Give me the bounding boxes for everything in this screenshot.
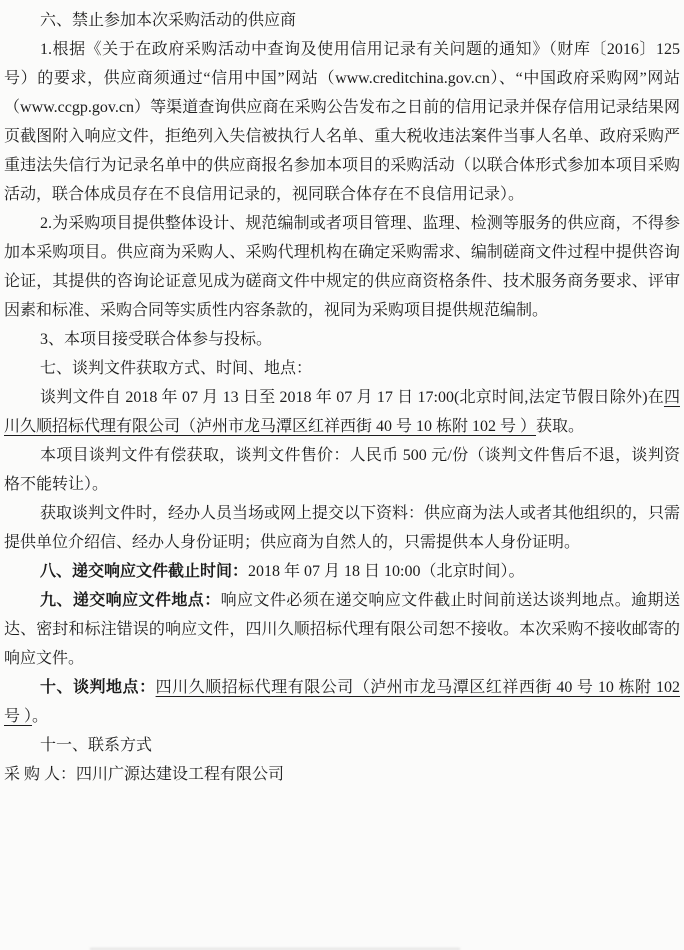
section6-item1: 1.根据《关于在政府采购活动中查询及使用信用记录有关问题的通知》（财库〔2016〕125 号）的要求，供应商须通过“信用中国”网站（www.creditchina.gov.cn）、“中国政府采购网”网站（www.ccgp.gov.cn）等渠道查询供应商在采购公告发布之日前的信用记录并保存信用记录结果网页截图附入响应文件，拒绝列入失信被执行人名单、重大税收违法案件当事人名单、政府采购严重违法失信行为记录名单中的供应商报名参加本项目的采购活动（以联合体形式参加本项目采购活动，联合体成员存在不良信用记录的，视同联合体存在不良信用记录）。: [4, 41, 680, 203]
section6-item2: 2.为采购项目提供整体设计、规范编制或者项目管理、监理、检测等服务的供应商，不得参加本采购项目。供应商为采购人、采购代理机构在确定采购需求、编制磋商文件过程中提供咨询论证，其提供的咨询论证意见成为磋商文件中规定的供应商资格条件、技术服务商务要求、评审因素和标准、采购合同等实质性内容条款的，视同为采购项目提供规范编制。: [4, 215, 680, 319]
section7-acquisition-paragraph: [4, 383, 680, 441]
section7-materials-paragraph: 获取谈判文件时，经办人员当场或网上提交以下资料：供应商为法人或者其他组织的，只需提供单位介绍信、经办人身份证明；供应商为自然人的，只需提供本人身份证明。: [4, 505, 681, 551]
buyer-value: 四川广源达建设工程有限公司: [76, 766, 285, 783]
section9-paragraph: [4, 586, 680, 673]
section7-price-paragraph: 本项目谈判文件有偿获取，谈判文件售价：人民币 500 元/份（谈判文件售后不退，谈判资格不能转让）。: [4, 447, 680, 493]
section11-heading: 十一、联系方式: [40, 737, 153, 754]
section7-heading: 七、谈判文件获取方式、时间、地点：: [40, 360, 313, 377]
section10-paragraph: [4, 673, 680, 731]
section10-suffix-text: 。: [32, 708, 49, 725]
negotiation-address-underlined: 四川久顺招标代理有限公司（泸州市龙马潭区红祥西街 40 号 10 栋附 102 号 ）: [4, 679, 680, 725]
section6-item3: 3、本项目接受联合体参与投标。: [40, 331, 273, 348]
section8-heading: 八、递交响应文件截止时间：: [40, 563, 249, 580]
agency-address-underlined: 四川久顺招标代理有限公司（泸州市龙马潭区红祥西街 40 号 10 栋附 102 号 ）: [4, 389, 680, 435]
section10-heading: 十、谈判地点：: [40, 679, 156, 696]
section9-heading: 九、递交响应文件地点：: [40, 592, 221, 609]
section6-heading: 六、禁止参加本次采购活动的供应商: [40, 12, 297, 29]
buyer-line: [4, 760, 680, 789]
section8-deadline-text: 2018 年 07 月 18 日 10:00（北京时间）。: [248, 563, 525, 580]
section8-paragraph: [4, 557, 680, 586]
acquisition-suffix-text: 获取。: [536, 418, 585, 435]
buyer-label: 采 购 人：: [4, 766, 77, 783]
acquisition-period-text: 谈判文件自 2018 年 07 月 13 日至 2018 年 07 月 17 日 17:00(北京时间,法定节假日除外)在: [40, 389, 664, 406]
section9-delivery-text: 响应文件必须在递交响应文件截止时间前送达谈判地点。逾期送达、密封和标注错误的响应文件，四川久顺招标代理有限公司恕不接收。本次采购不接收邮寄的响应文件。: [4, 592, 680, 667]
